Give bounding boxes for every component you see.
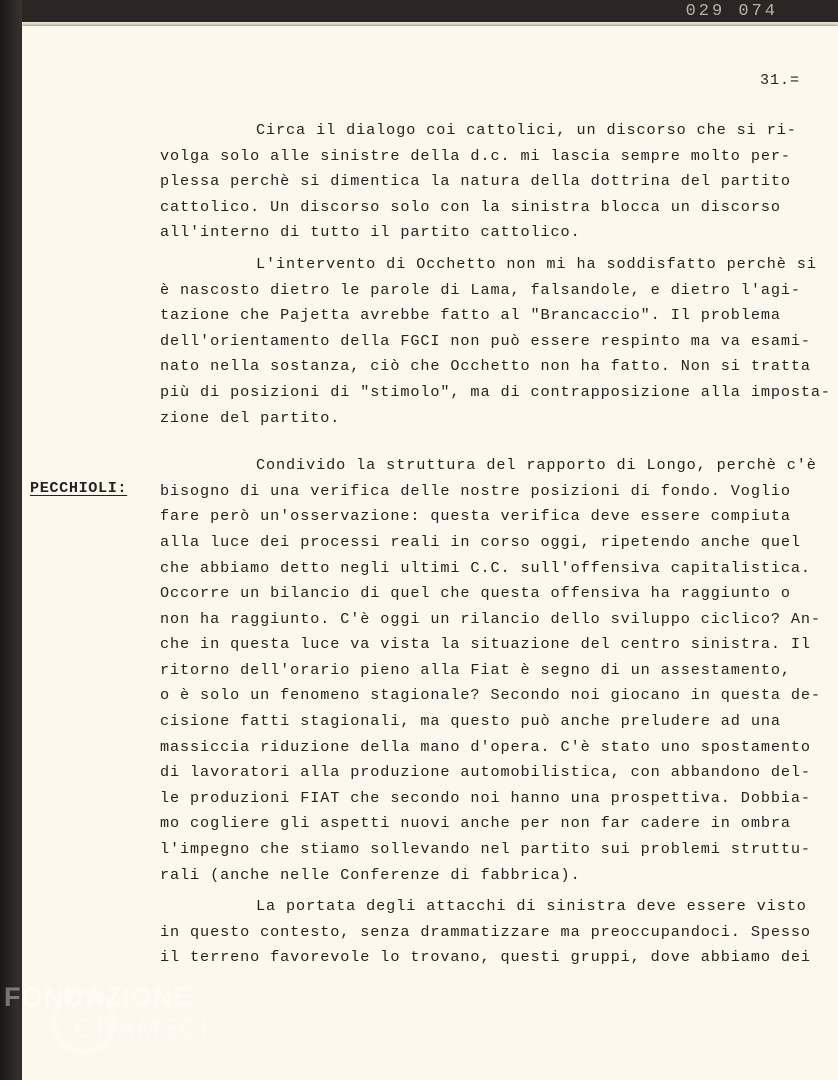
text-line: l'impegno che stiamo sollevando nel partito sui problemi struttu- <box>160 840 811 859</box>
watermark-line1: FONDAZIONE <box>4 982 193 1012</box>
text-line: in questo contesto, senza drammatizzare ma preoccupandoci. Spesso <box>160 922 811 941</box>
watermark-logo-icon <box>50 988 118 1056</box>
scan-left-edge <box>0 0 22 1080</box>
paragraph-2 <box>160 252 831 431</box>
page-number: 31.= <box>759 72 800 89</box>
text-line: ritorno dell'orario pieno alla Fiat è segno di un assestamento, <box>160 660 791 679</box>
document-body <box>160 118 831 977</box>
document-page <box>22 26 838 1080</box>
text-line: zione del partito. <box>160 408 341 427</box>
text-line: le produzioni FIAT che secondo noi hanno una prospettiva. Dobbia- <box>160 788 811 807</box>
text-line: L'intervento di Occhetto non mi ha soddisfatto perchè si <box>256 254 817 273</box>
paragraph-3 <box>160 453 821 888</box>
text-line: La portata degli attacchi di sinistra deve essere visto <box>256 897 807 916</box>
text-line: di lavoratori alla produzione automobilistica, con abbandono del- <box>160 763 811 782</box>
text-line: massiccia riduzione della mano d'opera. C'è stato uno spostamento <box>160 737 811 756</box>
text-line: cattolico. Un discorso solo con la sinistra blocca un discorso <box>160 197 781 216</box>
text-line: fare però un'osservazione: questa verifica deve essere compiuta <box>160 507 791 526</box>
text-line: cisione fatti stagionali, ma questo può anche preludere ad una <box>160 712 781 731</box>
text-line: rali (anche nelle Conferenze di fabbrica). <box>160 865 581 884</box>
text-line: che in questa luce va vista la situazione del centro sinistra. Il <box>160 635 811 654</box>
text-line: nato nella sostanza, ciò che Occhetto non ha fatto. Non si tratta <box>160 357 811 376</box>
text-line: plessa perchè si dimentica la natura della dottrina del partito <box>160 172 791 191</box>
watermark-line2: GRAMSCI <box>74 1013 209 1043</box>
paragraph-4 <box>160 894 811 971</box>
text-line: o è solo un fenomeno stagionale? Secondo noi giocano in questa de- <box>160 686 821 705</box>
text-line: bisogno di una verifica delle nostre posizioni di fondo. Voglio <box>160 481 791 500</box>
archive-number: 029 074 <box>685 2 778 21</box>
text-line: all'interno di tutto il partito cattolico. <box>160 223 581 242</box>
text-line: tazione che Pajetta avrebbe fatto al "Brancaccio". Il problema <box>160 306 781 325</box>
text-line: Condivido la struttura del rapporto di Longo, perchè c'è <box>256 456 817 475</box>
text-line: è nascosto dietro le parole di Lama, falsandole, e dietro l'agi- <box>160 280 801 299</box>
text-line: più di posizioni di "stimolo", ma di contrapposizione alla imposta- <box>160 382 831 401</box>
paragraph-1 <box>160 118 808 246</box>
text-line: Circa il dialogo coi cattolici, un discorso che si ri- <box>256 121 797 139</box>
fondazione-gramsci-watermark <box>4 982 234 1072</box>
text-line: volga solo alle sinistre della d.c. mi lascia sempre molto per- <box>160 146 791 165</box>
text-line: dell'orientamento della FGCI non può essere respinto ma va esami- <box>160 331 811 350</box>
text-line: non ha raggiunto. C'è oggi un rilancio dello sviluppo ciclico? An- <box>160 609 821 628</box>
speaker-name: PECCHIOLI: <box>30 479 128 497</box>
text-line: che abbiamo detto negli ultimi C.C. sull'offensiva capitalistica. <box>160 558 811 577</box>
text-line: alla luce dei processi reali in corso oggi, ripetendo anche quel <box>160 532 801 551</box>
text-line: Occorre un bilancio di quel che questa offensiva ha raggiunto o <box>160 584 791 603</box>
text-line: mo cogliere gli aspetti nuovi anche per non far cadere in ombra <box>160 814 791 833</box>
text-line: il terreno favorevole lo trovano, questi gruppi, dove abbiamo dei <box>160 948 811 967</box>
